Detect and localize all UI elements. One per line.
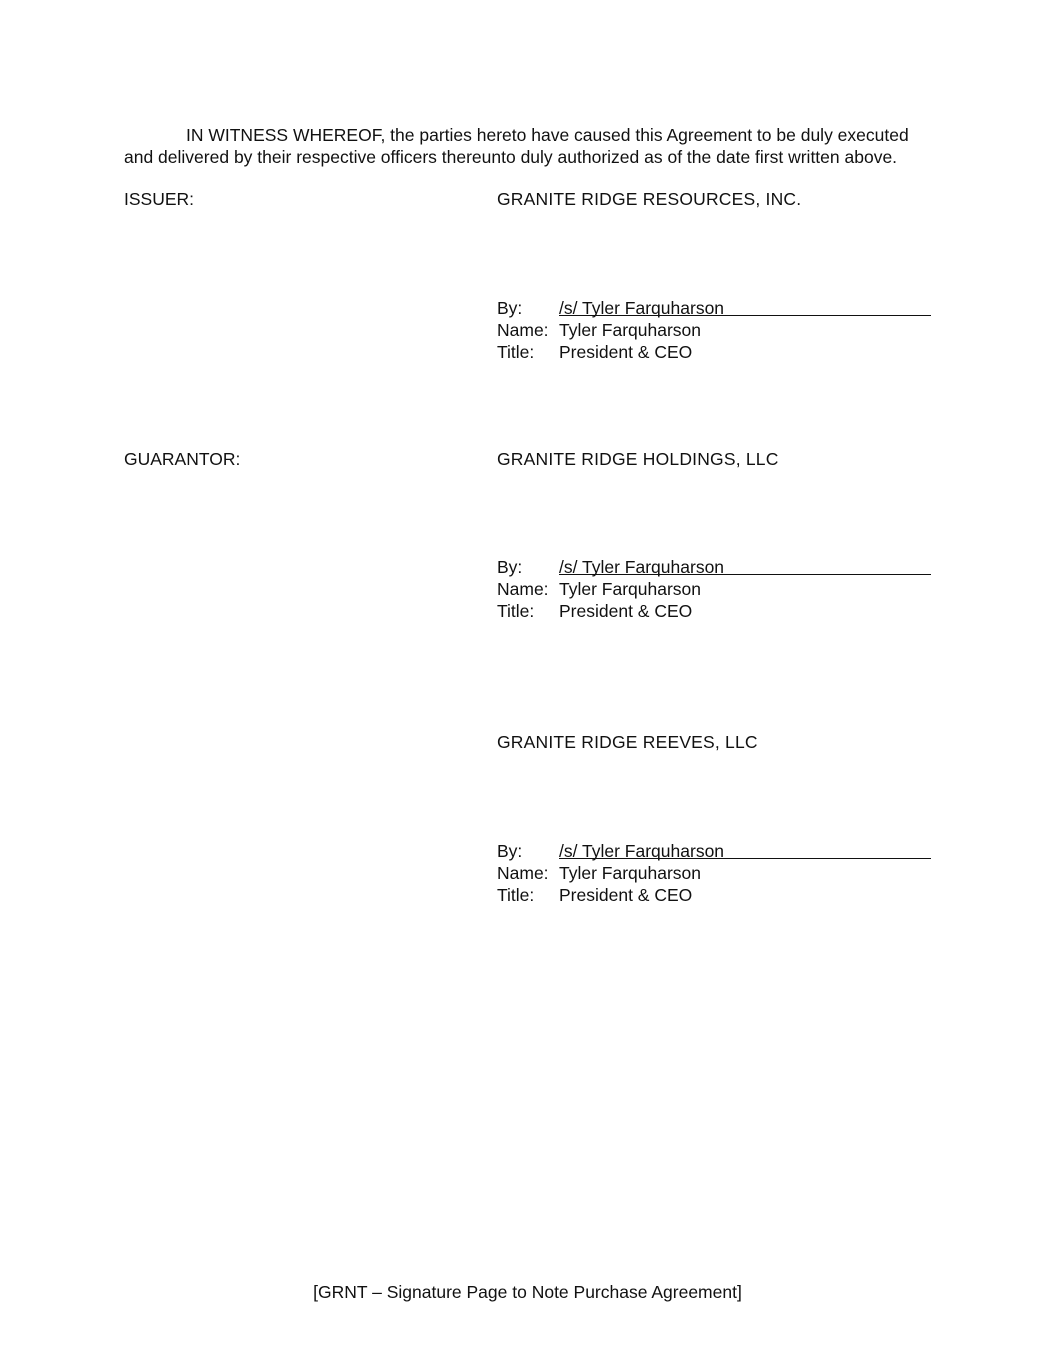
page-footer: [GRNT – Signature Page to Note Purchase Agreement] — [313, 1282, 742, 1302]
issuer-signature-block — [497, 297, 931, 363]
name-label: Name: — [497, 863, 549, 883]
signature-value: /s/ Tyler Farquharson — [559, 557, 725, 577]
title-label: Title: — [497, 885, 535, 905]
name-label: Name: — [497, 320, 549, 340]
signature-title-row — [497, 600, 931, 622]
signature-name-row — [497, 319, 931, 341]
by-label: By: — [497, 557, 523, 577]
signature-value: /s/ Tyler Farquharson — [559, 841, 725, 861]
signature-title-row — [497, 884, 931, 906]
signature-value: /s/ Tyler Farquharson — [559, 298, 725, 318]
signer-name: Tyler Farquharson — [559, 579, 702, 599]
issuer-label: ISSUER: — [124, 189, 195, 209]
signature-name-row — [497, 862, 931, 884]
signature-title-row — [497, 341, 931, 363]
signature-by-row — [497, 556, 931, 578]
title-label: Title: — [497, 342, 535, 362]
signer-name: Tyler Farquharson — [559, 863, 702, 883]
by-label: By: — [497, 298, 523, 318]
signature-by-row — [497, 840, 931, 862]
signer-title: President & CEO — [559, 601, 693, 621]
guarantor-label: GUARANTOR: — [124, 449, 241, 469]
guarantor-reeves-signature-block — [497, 840, 931, 906]
signature-by-row — [497, 297, 931, 319]
guarantor-reeves-entity-name: GRANITE RIDGE REEVES, LLC — [497, 732, 758, 752]
signer-name: Tyler Farquharson — [559, 320, 702, 340]
name-label: Name: — [497, 579, 549, 599]
title-label: Title: — [497, 601, 535, 621]
guarantor-holdings-entity-name: GRANITE RIDGE HOLDINGS, LLC — [497, 449, 779, 469]
issuer-entity-name: GRANITE RIDGE RESOURCES, INC. — [497, 189, 802, 209]
signer-title: President & CEO — [559, 342, 693, 362]
witness-paragraph: IN WITNESS WHEREOF, the parties hereto have caused this Agreement to be duly executed and delivered by their respective officers thereunto duly authorized as of the date first written above. — [124, 125, 909, 167]
guarantor-holdings-signature-block — [497, 556, 931, 622]
signer-title: President & CEO — [559, 885, 693, 905]
by-label: By: — [497, 841, 523, 861]
signature-name-row — [497, 578, 931, 600]
